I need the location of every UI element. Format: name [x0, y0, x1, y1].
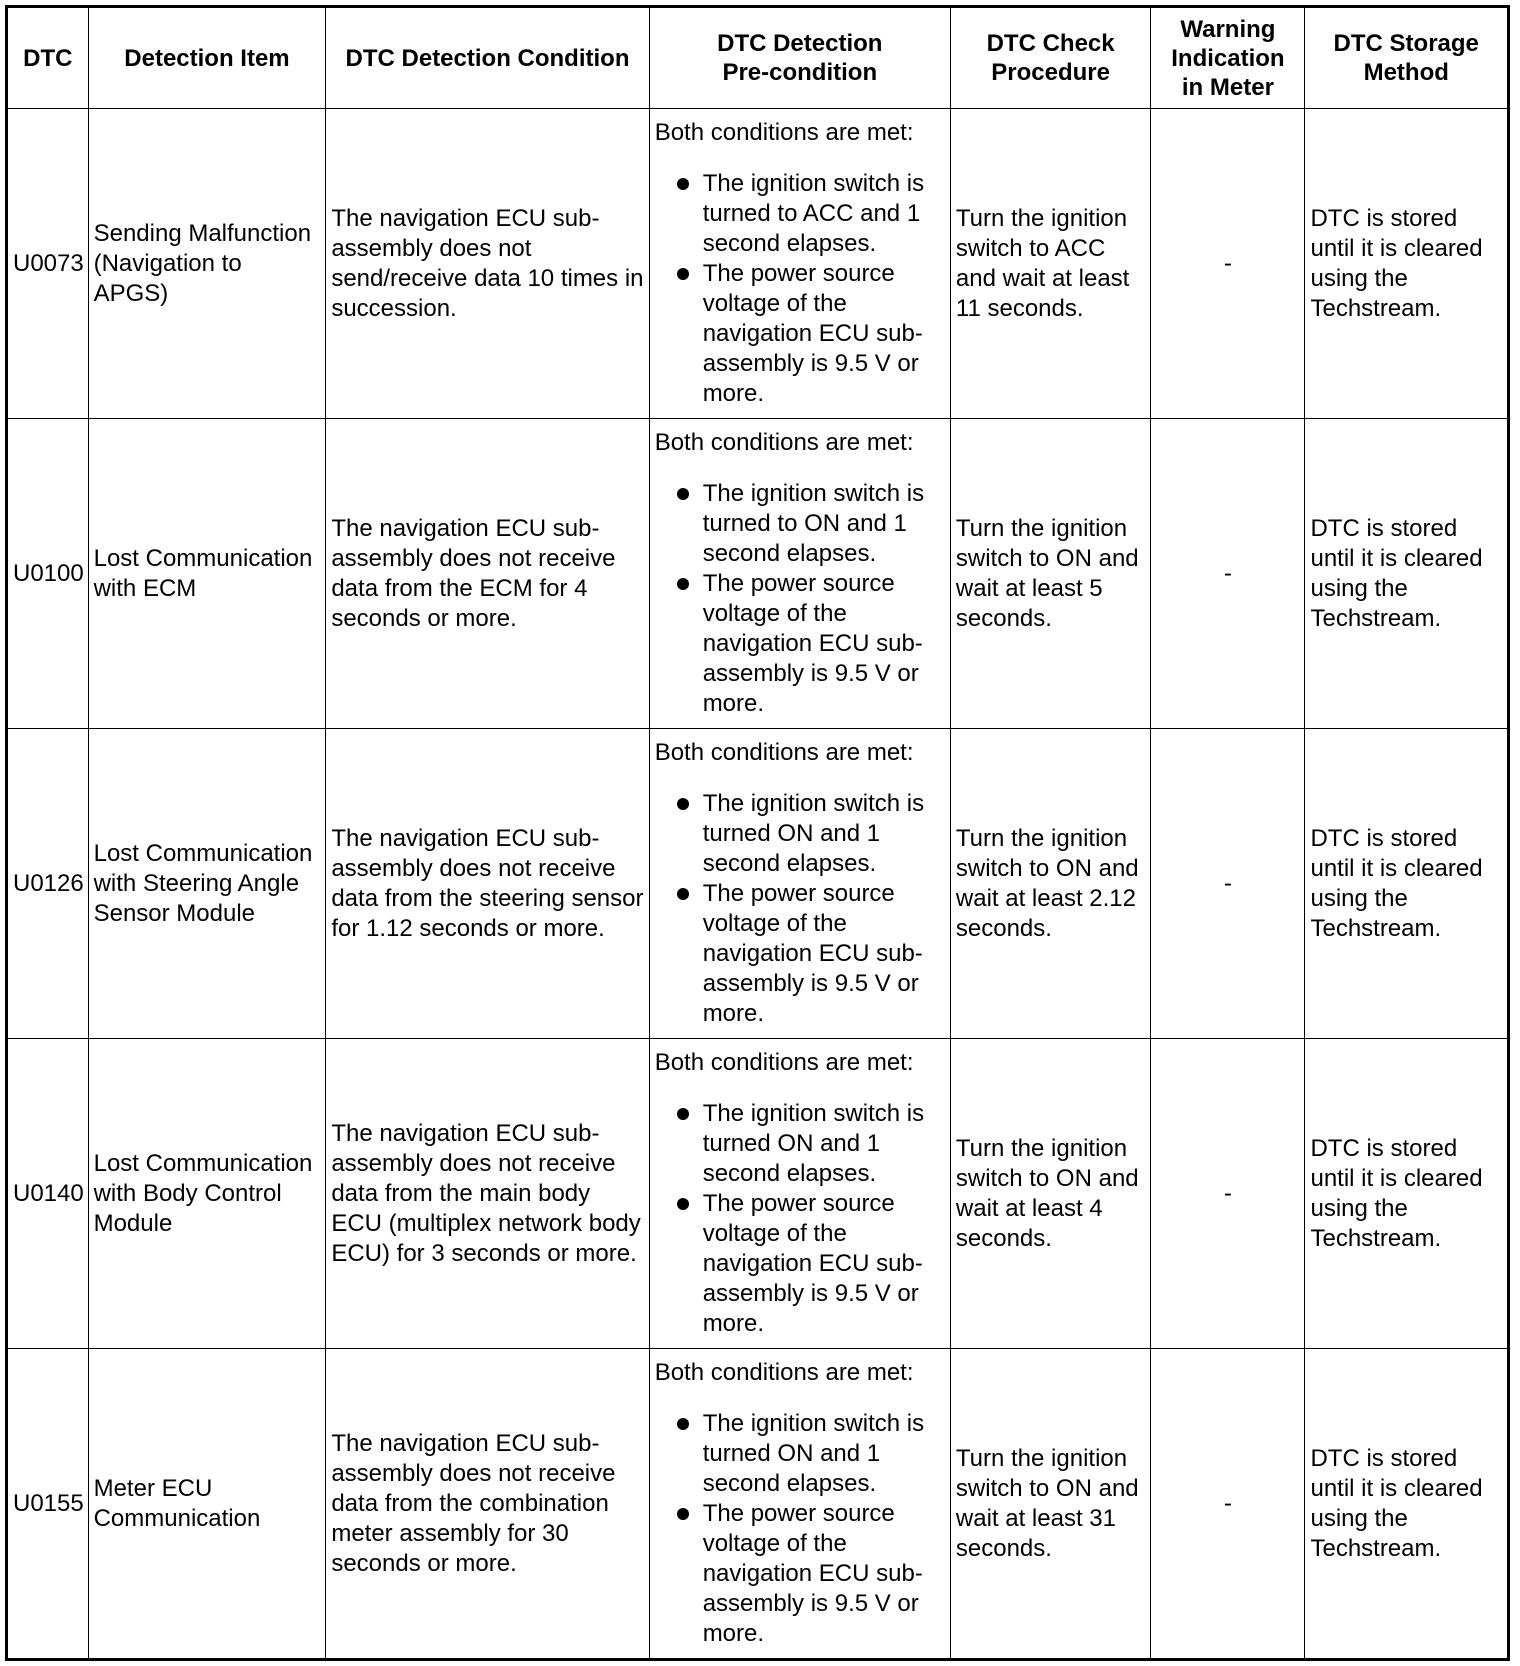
- bullet-icon: [677, 578, 689, 590]
- precondition-item: The ignition switch is turned ON and 1 second elapses.: [655, 789, 945, 879]
- header-precondition: DTC Detection Pre-condition: [649, 7, 950, 109]
- precondition-item: The power source voltage of the navigation ECU sub-assembly is 9.5 V or more.: [655, 1499, 945, 1649]
- bullet-icon: [677, 888, 689, 900]
- bullet-icon: [677, 798, 689, 810]
- detection-item: Lost Communication with ECM: [88, 419, 326, 729]
- detection-item: Lost Communication with Body Control Module: [88, 1039, 326, 1349]
- precondition-lead: Both conditions are met:: [654, 1359, 914, 1386]
- precondition-item: The power source voltage of the navigation ECU sub-assembly is 9.5 V or more.: [655, 1189, 945, 1339]
- header-row: [7, 7, 1509, 109]
- storage-method: DTC is stored until it is cleared using the Techstream.: [1305, 1349, 1509, 1660]
- table-row: [7, 419, 1509, 729]
- precondition-lead: Both conditions are met:: [654, 429, 914, 456]
- check-procedure: Turn the ignition switch to ACC and wait at least 11 seconds.: [950, 109, 1150, 419]
- header-check-procedure: DTC Check Procedure: [950, 7, 1150, 109]
- dtc-code: U0073: [7, 109, 89, 419]
- header-dtc: DTC: [7, 7, 89, 109]
- precondition-item: The ignition switch is turned to ACC and 1 second elapses.: [655, 169, 945, 259]
- storage-method: DTC is stored until it is cleared using the Techstream.: [1305, 419, 1509, 729]
- header-detection-condition: DTC Detection Condition: [326, 7, 649, 109]
- bullet-icon: [677, 1508, 689, 1520]
- precondition-lead: Both conditions are met:: [654, 119, 914, 146]
- storage-method: DTC is stored until it is cleared using the Techstream.: [1305, 109, 1509, 419]
- dtc-code: U0100: [7, 419, 89, 729]
- bullet-icon: [677, 268, 689, 280]
- dtc-code: U0126: [7, 729, 89, 1039]
- detection-condition: The navigation ECU sub-assembly does not receive data from the combination meter assembly for 30 seconds or more.: [326, 1349, 649, 1660]
- dtc-code: U0140: [7, 1039, 89, 1349]
- storage-method: DTC is stored until it is cleared using the Techstream.: [1305, 1039, 1509, 1349]
- precondition-item: The power source voltage of the navigation ECU sub-assembly is 9.5 V or more.: [655, 259, 945, 409]
- detection-condition: The navigation ECU sub-assembly does not receive data from the main body ECU (multiplex network body ECU) for 3 seconds or more.: [326, 1039, 649, 1349]
- precondition-lead: Both conditions are met:: [654, 1049, 914, 1076]
- check-procedure: Turn the ignition switch to ON and wait at least 5 seconds.: [950, 419, 1150, 729]
- precondition-item: The ignition switch is turned to ON and 1 second elapses.: [655, 479, 945, 569]
- dtc-code: U0155: [7, 1349, 89, 1660]
- check-procedure: Turn the ignition switch to ON and wait at least 4 seconds.: [950, 1039, 1150, 1349]
- precondition-item: The ignition switch is turned ON and 1 second elapses.: [655, 1409, 945, 1499]
- detection-item: Sending Malfunction (Navigation to APGS): [88, 109, 326, 419]
- bullet-icon: [677, 178, 689, 190]
- detection-condition: The navigation ECU sub-assembly does not send/receive data 10 times in succession.: [326, 109, 649, 419]
- precondition-list: [655, 789, 945, 1029]
- bullet-icon: [677, 1108, 689, 1120]
- check-procedure: Turn the ignition switch to ON and wait at least 31 seconds.: [950, 1349, 1150, 1660]
- warning-indication: -: [1151, 729, 1305, 1039]
- detection-precondition: [649, 1349, 950, 1660]
- precondition-item: The ignition switch is turned ON and 1 second elapses.: [655, 1099, 945, 1189]
- precondition-item: The power source voltage of the navigation ECU sub-assembly is 9.5 V or more.: [655, 879, 945, 1029]
- header-warning-indication: Warning Indication in Meter: [1151, 7, 1305, 109]
- precondition-item: The power source voltage of the navigation ECU sub-assembly is 9.5 V or more.: [655, 569, 945, 719]
- precondition-list: [655, 1409, 945, 1649]
- table-row: [7, 109, 1509, 419]
- precondition-list: [655, 479, 945, 719]
- detection-item: Lost Communication with Steering Angle Sensor Module: [88, 729, 326, 1039]
- bullet-icon: [677, 1198, 689, 1210]
- detection-condition: The navigation ECU sub-assembly does not receive data from the steering sensor for 1.12 seconds or more.: [326, 729, 649, 1039]
- header-storage-method: DTC Storage Method: [1305, 7, 1509, 109]
- bullet-icon: [677, 488, 689, 500]
- storage-method: DTC is stored until it is cleared using the Techstream.: [1305, 729, 1509, 1039]
- precondition-list: [655, 1099, 945, 1339]
- check-procedure: Turn the ignition switch to ON and wait at least 2.12 seconds.: [950, 729, 1150, 1039]
- detection-precondition: [649, 419, 950, 729]
- table-row: [7, 729, 1509, 1039]
- header-detection-item: Detection Item: [88, 7, 326, 109]
- bullet-icon: [677, 1418, 689, 1430]
- dtc-table: [5, 5, 1510, 1661]
- warning-indication: -: [1151, 109, 1305, 419]
- detection-item: Meter ECU Communication: [88, 1349, 326, 1660]
- detection-condition: The navigation ECU sub-assembly does not receive data from the ECM for 4 seconds or more.: [326, 419, 649, 729]
- detection-precondition: [649, 109, 950, 419]
- warning-indication: -: [1151, 1349, 1305, 1660]
- detection-precondition: [649, 729, 950, 1039]
- precondition-list: [655, 169, 945, 409]
- warning-indication: -: [1151, 1039, 1305, 1349]
- warning-indication: -: [1151, 419, 1305, 729]
- table-row: [7, 1039, 1509, 1349]
- precondition-lead: Both conditions are met:: [654, 739, 914, 766]
- table-row: [7, 1349, 1509, 1660]
- detection-precondition: [649, 1039, 950, 1349]
